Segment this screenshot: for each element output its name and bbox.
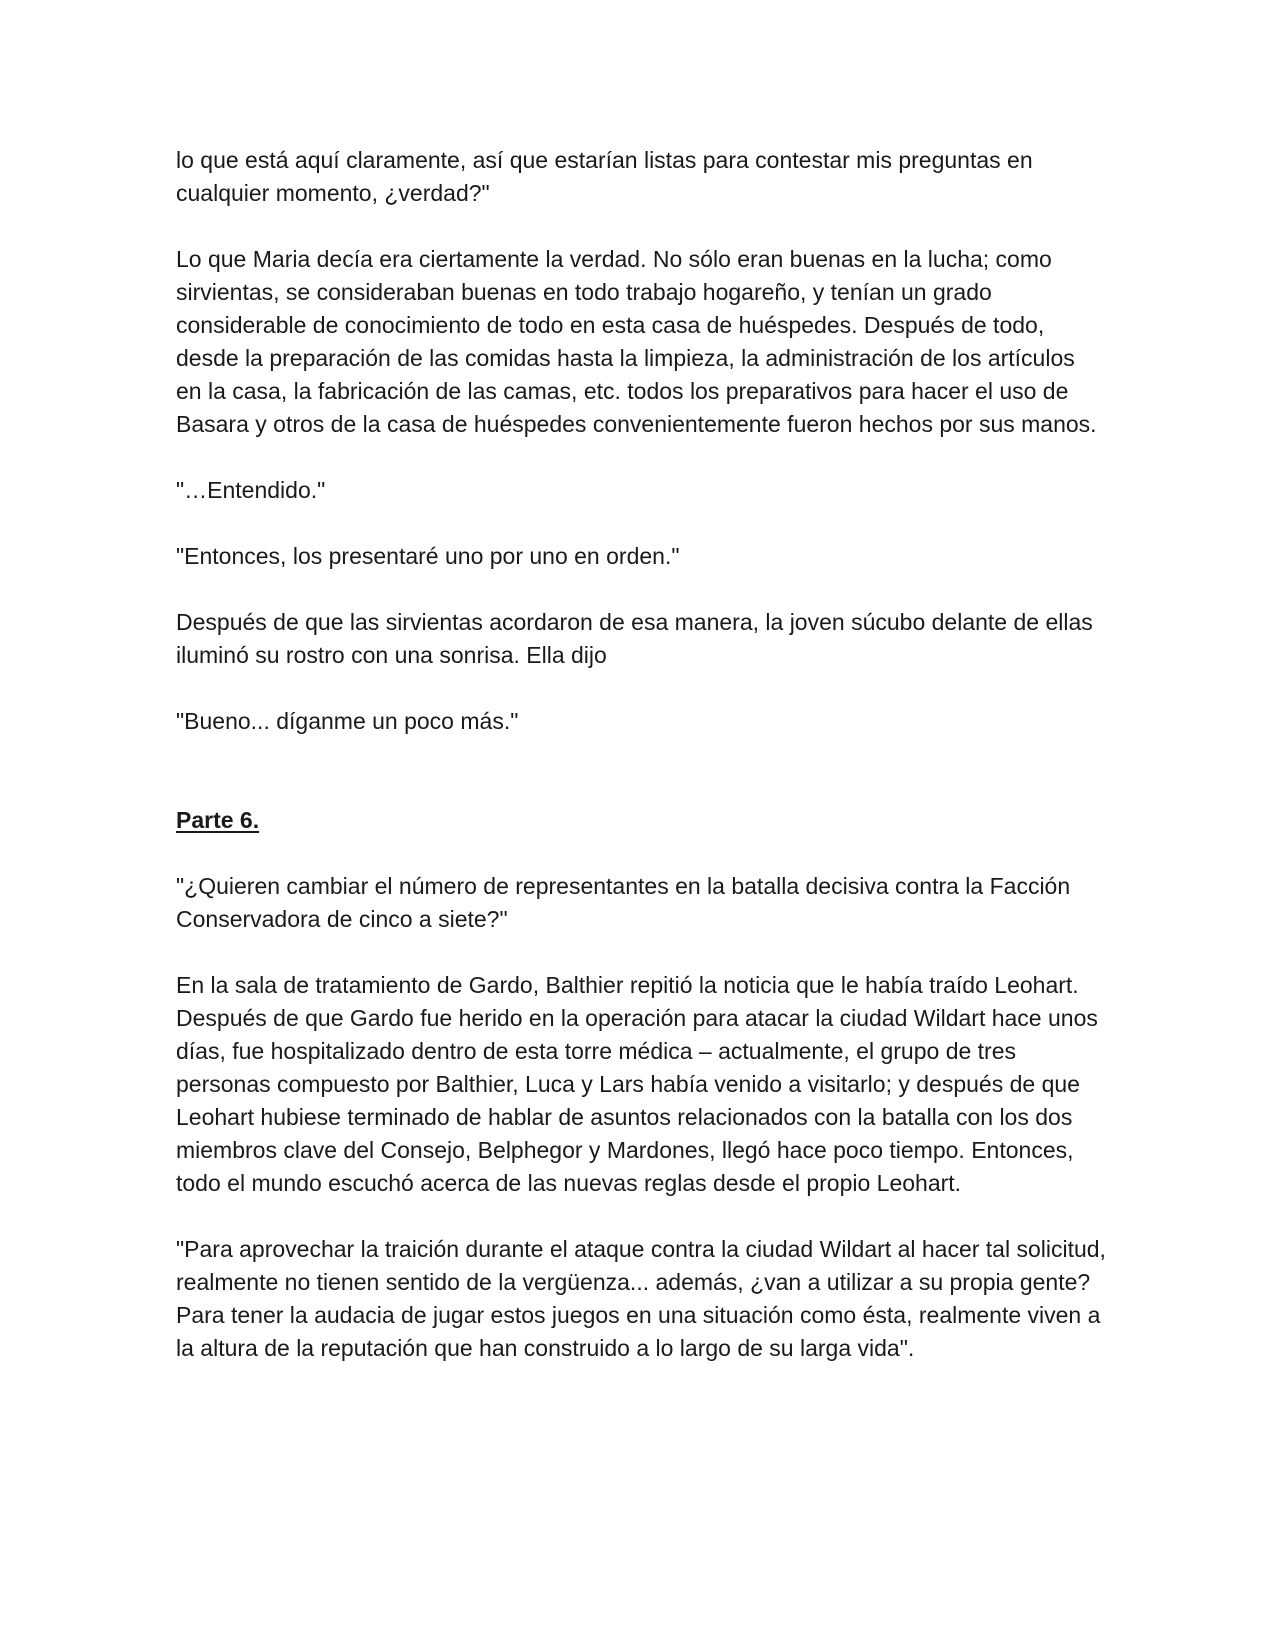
paragraph: "Para aprovechar la traición durante el ataque contra la ciudad Wildart al hacer tal solicitud, realmente no tienen sentido de la vergüenza... además, ¿van a utilizar a su propia gente? Para tener la audacia de jugar estos juegos en una situación como ésta, realmente viven a la altura de la reputación que han construido a lo largo de su larga vida". xyxy=(176,1236,1106,1361)
document-page xyxy=(176,144,1106,1398)
paragraph: "…Entendido." xyxy=(176,477,326,503)
paragraph: lo que está aquí claramente, así que estarían listas para contestar mis preguntas en cualquier momento, ¿verdad?" xyxy=(176,147,1033,206)
paragraph: Después de que las sirvientas acordaron de esa manera, la joven súcubo delante de ellas iluminó su rostro con una sonrisa. Ella dijo xyxy=(176,609,1093,668)
paragraph: "¿Quieren cambiar el número de representantes en la batalla decisiva contra la Facción Conservadora de cinco a siete?" xyxy=(176,873,1071,932)
section-heading: Parte 6. xyxy=(176,807,260,833)
paragraph: En la sala de tratamiento de Gardo, Balthier repitió la noticia que le había traído Leohart. Después de que Gardo fue herido en la operación para atacar la ciudad Wildart hace unos días, fue hospitalizado dentro de esta torre médica – actualmente, el grupo de tres personas compuesto por Balthier, Luca y Lars había venido a visitarlo; y después de que Leohart hubiese terminado de hablar de asuntos relacionados con la batalla con los dos miembros clave del Consejo, Belphegor y Mardones, llegó hace poco tiempo. Entonces, todo el mundo escuchó acerca de las nuevas reglas desde el propio Leohart. xyxy=(176,972,1098,1196)
paragraph: "Bueno... díganme un poco más." xyxy=(176,708,519,734)
paragraph: "Entonces, los presentaré uno por uno en orden." xyxy=(176,543,680,569)
paragraph: Lo que Maria decía era ciertamente la verdad. No sólo eran buenas en la lucha; como sirvientas, se consideraban buenas en todo trabajo hogareño, y tenían un grado considerable de conocimiento de todo en esta casa de huéspedes. Después de todo, desde la preparación de las comidas hasta la limpieza, la administración de los artículos en la casa, la fabricación de las camas, etc. todos los preparativos para hacer el uso de Basara y otros de la casa de huéspedes convenientemente fueron hechos por sus manos. xyxy=(176,246,1097,437)
